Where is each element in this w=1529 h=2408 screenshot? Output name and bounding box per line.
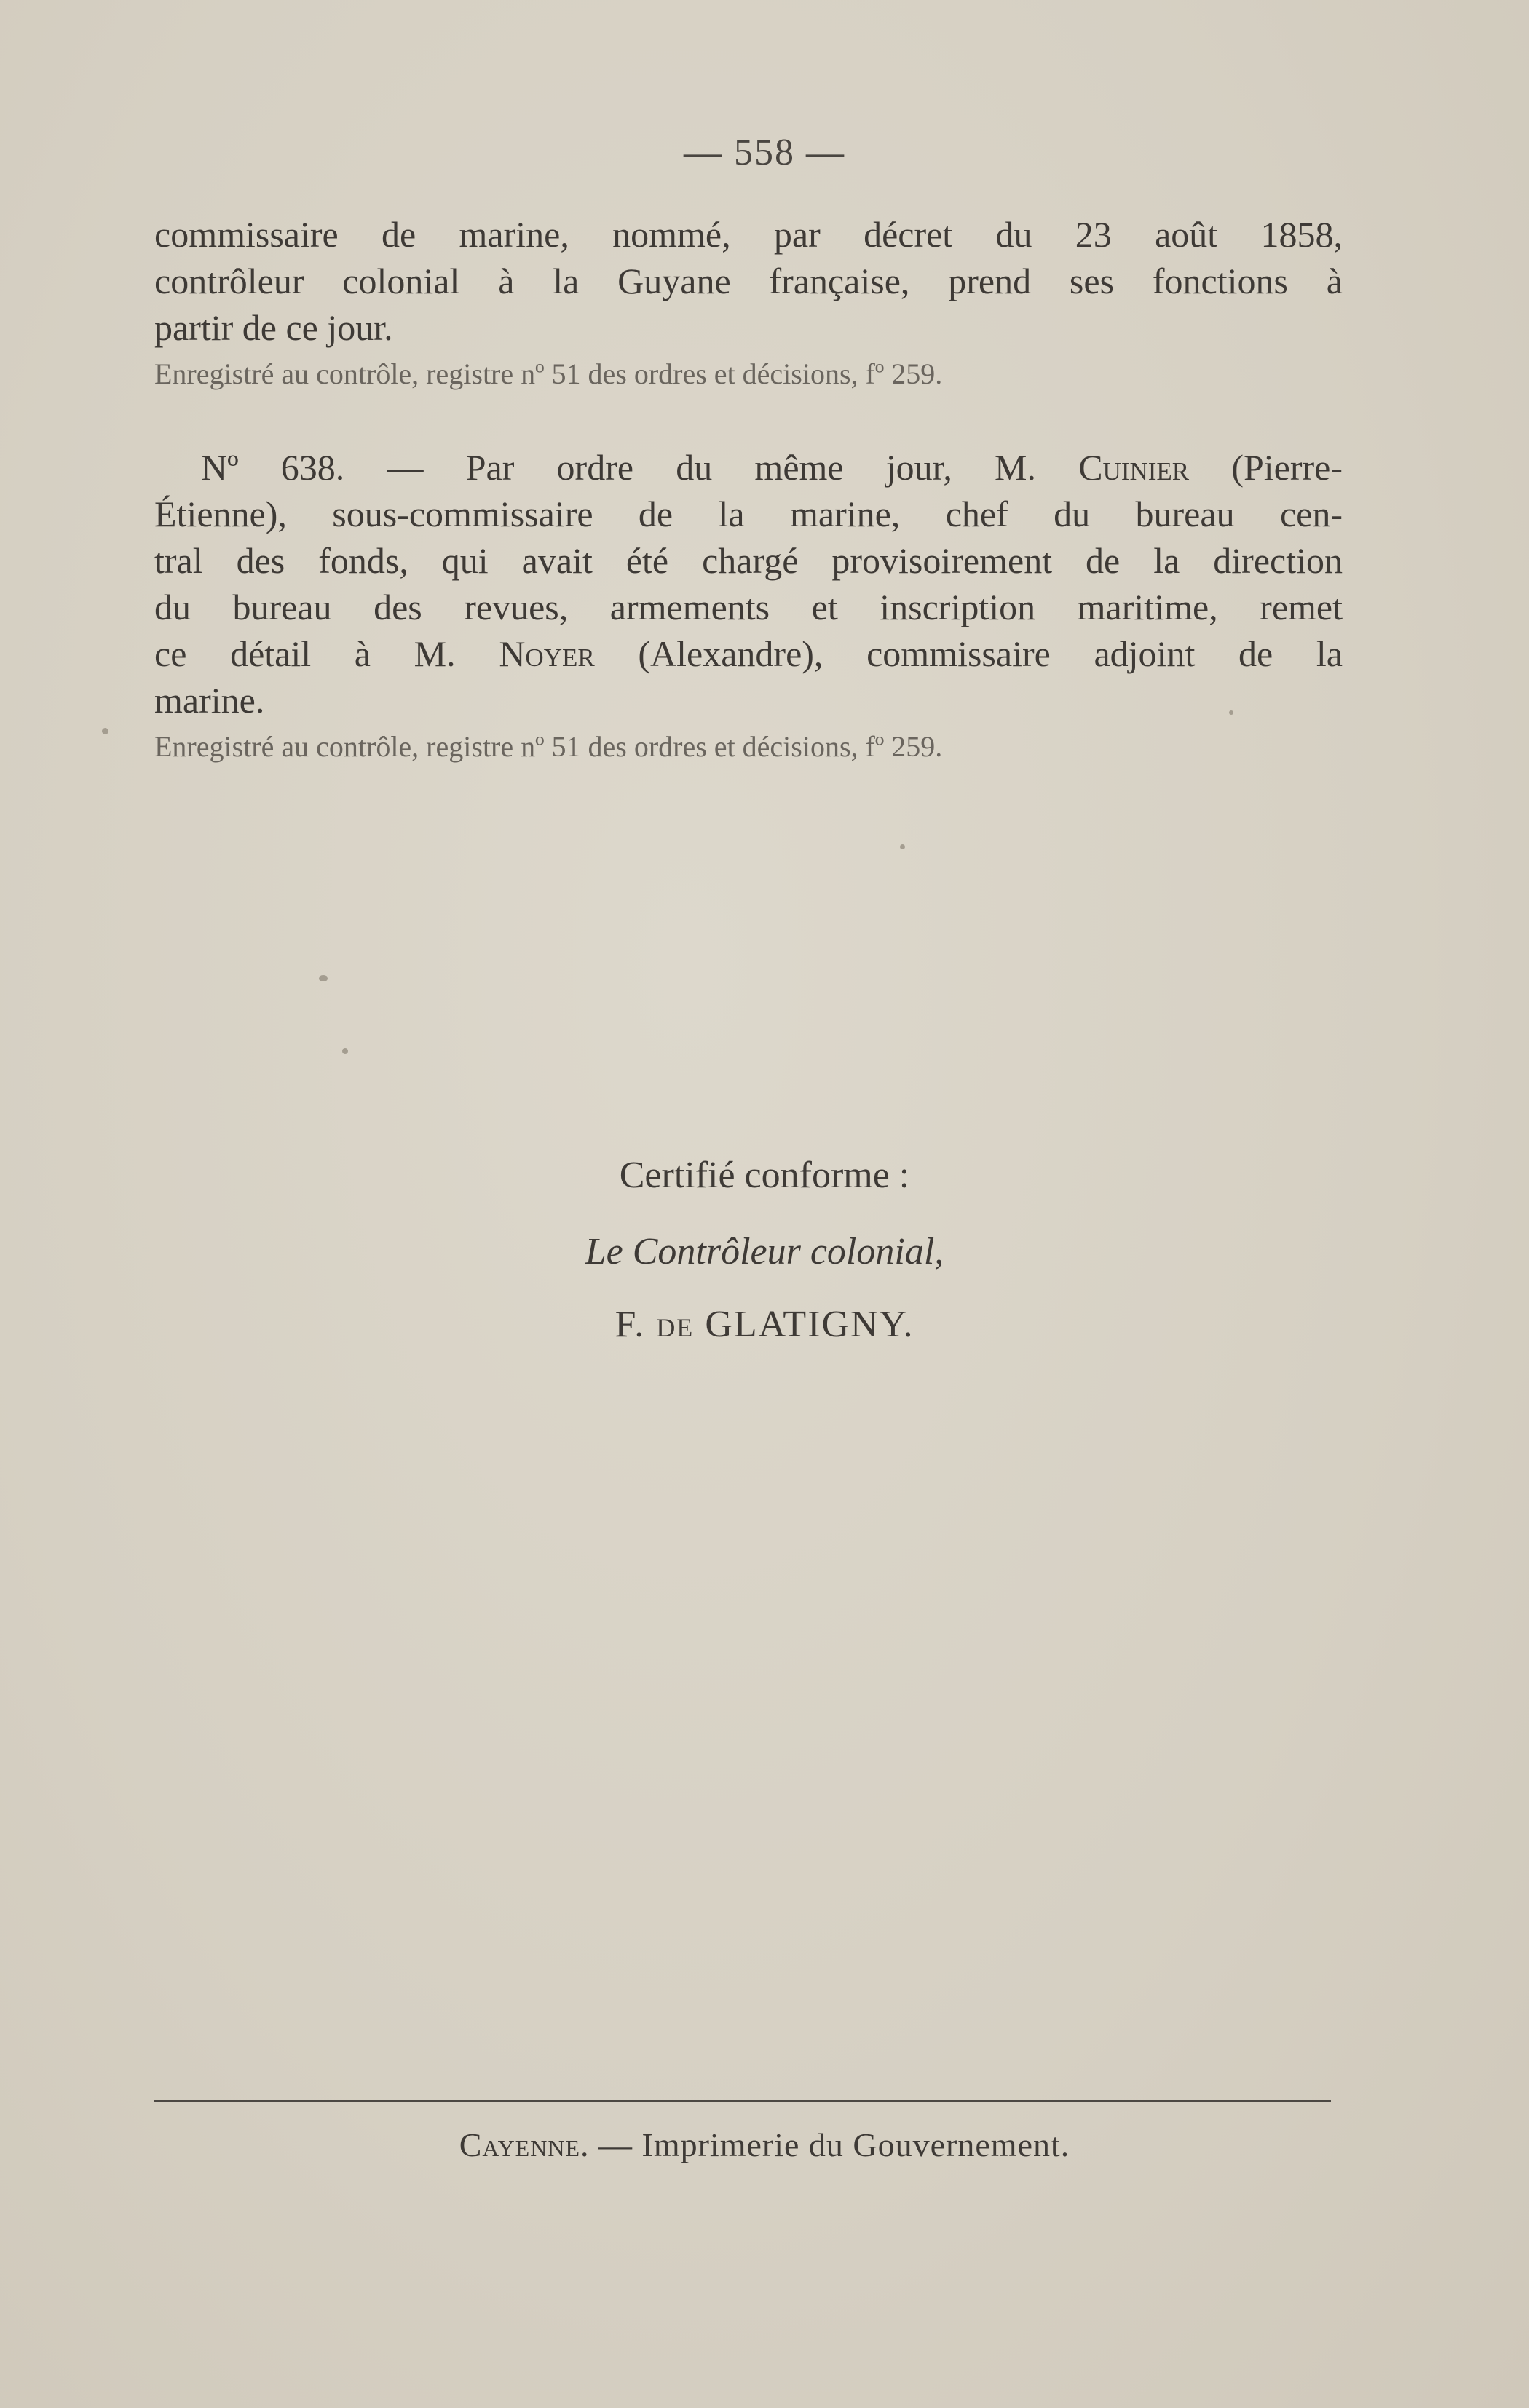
signatory-surname: GLATIGNY.	[694, 1304, 914, 1345]
person-name: Cuinier	[1078, 447, 1190, 488]
text-fragment: (Alexandre), commissaire adjoint de la	[594, 633, 1343, 674]
text-line: marine.	[154, 680, 265, 721]
text-line: tral des fonds, qui avait été chargé provisoirement de la direction	[154, 540, 1343, 581]
paper-speck	[342, 1048, 348, 1054]
continuation-entry	[154, 211, 1343, 395]
text-line	[154, 630, 1343, 677]
order-number: Nº 638.	[201, 447, 345, 488]
text-line: Étienne), sous-commissaire de la marine, chef du bureau cen-	[154, 494, 1343, 534]
paper-speck	[102, 728, 108, 734]
text-line: partir de ce jour.	[154, 307, 393, 348]
text-fragment: (Pierre-	[1189, 447, 1343, 488]
imprint-text: — Imprimerie du Gouvernement.	[589, 2126, 1070, 2163]
page-number: — 558 —	[684, 132, 845, 173]
text-line	[154, 444, 1343, 491]
continuation-paragraph	[154, 211, 1343, 351]
paper-speck	[900, 844, 905, 849]
signatory-particle: de	[656, 1304, 695, 1345]
order-entry	[154, 444, 1343, 767]
text-line: du bureau des revues, armements et inscription maritime, remet	[154, 587, 1343, 627]
certifier-title: Le Contrôleur colonial,	[585, 1231, 944, 1272]
signatory-name	[0, 1303, 1529, 1346]
certification-line: Certifié conforme :	[619, 1155, 910, 1196]
registration-note: Enregistré au contrôle, registre nº 51 des ordres et décisions, fº 259.	[154, 730, 943, 763]
person-name: Noyer	[499, 633, 595, 674]
paper-speck	[1229, 710, 1233, 715]
registration-note: Enregistré au contrôle, registre nº 51 des ordres et décisions, fº 259.	[154, 357, 943, 390]
imprint-city: Cayenne.	[459, 2126, 590, 2163]
order-paragraph	[154, 444, 1343, 724]
printer-imprint	[0, 2126, 1529, 2164]
text-line: contrôleur colonial à la Guyane française, prend ses fonctions à	[154, 261, 1343, 301]
text-fragment: ce détail à M.	[154, 633, 499, 674]
footer-rule	[154, 2100, 1331, 2102]
signatory-initial: F.	[615, 1304, 657, 1345]
text-line: commissaire de marine, nommé, par décret du 23 août 1858,	[154, 214, 1343, 255]
paper-speck	[319, 975, 328, 981]
text-fragment: — Par ordre du même jour, M.	[344, 447, 1079, 488]
